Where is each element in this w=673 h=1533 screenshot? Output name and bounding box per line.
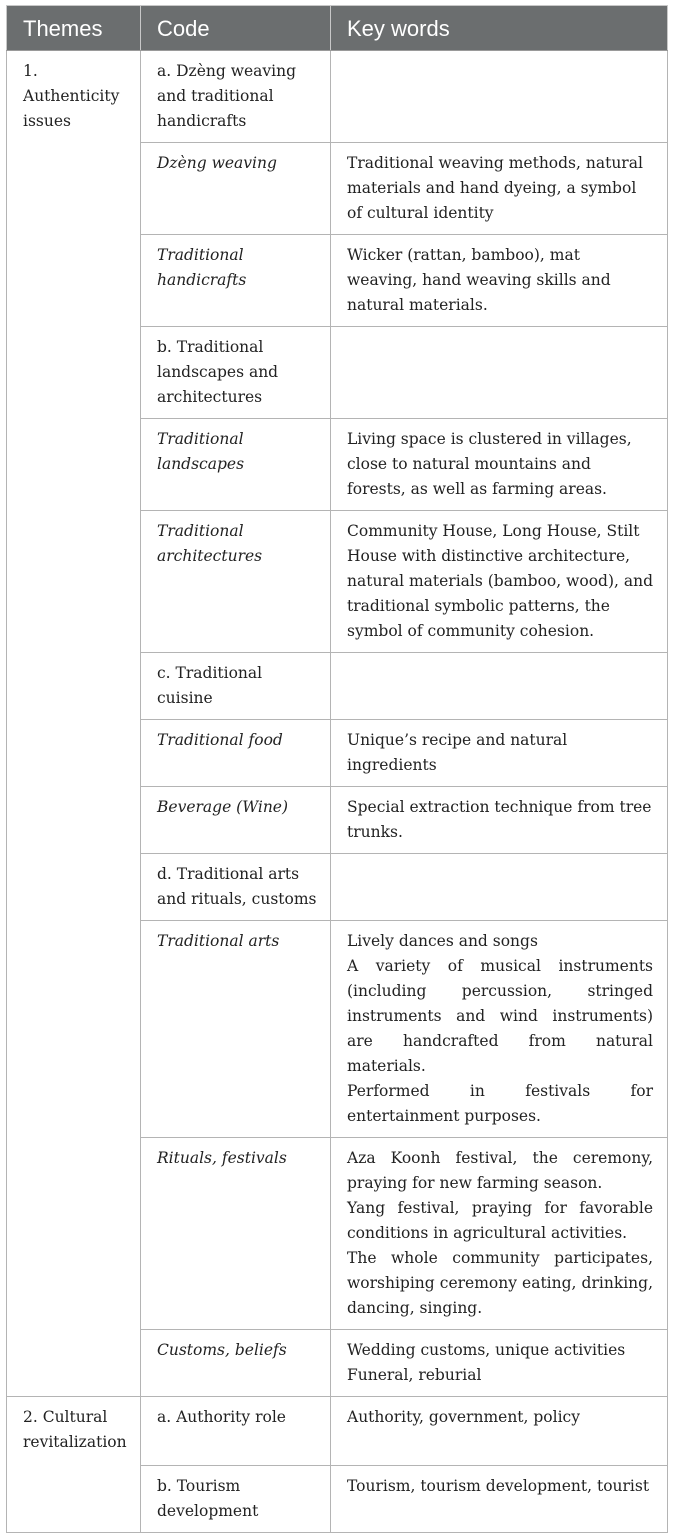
keyword-line: Lively dances and songs xyxy=(347,932,538,950)
code-cell: Traditional landscapes xyxy=(141,419,331,511)
table-row xyxy=(7,51,668,143)
keyword-line: Unique’s recipe and natural ingredients xyxy=(347,731,568,774)
code-cell: c. Traditional cuisine xyxy=(141,653,331,720)
keyword-line: Aza Koonh festival, the ceremony, praying for new farming season. xyxy=(347,1149,653,1192)
code-cell: Traditional architectures xyxy=(141,511,331,653)
keywords-cell xyxy=(331,720,668,787)
theme-cell: 1. Authenticity issues xyxy=(7,51,141,1397)
keywords-cell xyxy=(331,921,668,1138)
keyword-line: Wedding customs, unique activities xyxy=(347,1341,626,1359)
code-cell: a. Authority role xyxy=(141,1397,331,1466)
themes-table xyxy=(6,5,668,1533)
keywords-cell xyxy=(331,1330,668,1397)
header-code: Code xyxy=(141,6,331,51)
code-cell: Rituals, festivals xyxy=(141,1138,331,1330)
table-row xyxy=(7,1397,668,1466)
keywords-cell xyxy=(331,1466,668,1533)
code-cell: Beverage (Wine) xyxy=(141,787,331,854)
keywords-cell xyxy=(331,327,668,419)
header-key-words: Key words xyxy=(331,6,668,51)
keywords-cell xyxy=(331,653,668,720)
code-cell: Dzèng weaving xyxy=(141,143,331,235)
code-cell: Traditional handicrafts xyxy=(141,235,331,327)
keywords-cell xyxy=(331,1397,668,1466)
keyword-line: Authority, government, policy xyxy=(347,1408,580,1426)
code-cell: Customs, beliefs xyxy=(141,1330,331,1397)
keyword-line: The whole community participates, worshiping ceremony eating, drinking, dancing, singing. xyxy=(347,1249,653,1317)
keyword-line: Living space is clustered in villages, close to natural mountains and forests, as well as farming areas. xyxy=(347,430,632,498)
header-row xyxy=(7,6,668,51)
keyword-line: Funeral, reburial xyxy=(347,1366,482,1384)
code-cell: b. Traditional landscapes and architectures xyxy=(141,327,331,419)
keyword-line: Special extraction technique from tree trunks. xyxy=(347,798,652,841)
keyword-line: Wicker (rattan, bamboo), mat weaving, hand weaving skills and natural materials. xyxy=(347,246,611,314)
keywords-cell xyxy=(331,143,668,235)
keyword-line: A variety of musical instruments (including percussion, stringed instruments and wind instruments) are handcrafted from natural materials. xyxy=(347,957,653,1075)
keyword-line: Traditional weaving methods, natural materials and hand dyeing, a symbol of cultural identity xyxy=(347,154,643,222)
keyword-line: Community House, Long House, Stilt House with distinctive architecture, natural materials (bamboo, wood), and traditional symbolic patterns, the symbol of community cohesion. xyxy=(347,522,654,640)
code-cell: a. Dzèng weaving and traditional handicrafts xyxy=(141,51,331,143)
keywords-cell xyxy=(331,419,668,511)
code-cell: Traditional arts xyxy=(141,921,331,1138)
code-cell: Traditional food xyxy=(141,720,331,787)
table-header xyxy=(7,6,668,51)
keywords-cell xyxy=(331,511,668,653)
table-body xyxy=(7,51,668,1533)
header-themes: Themes xyxy=(7,6,141,51)
keyword-line: Tourism, tourism development, tourist xyxy=(347,1477,650,1495)
keywords-cell xyxy=(331,787,668,854)
keywords-cell xyxy=(331,51,668,143)
code-cell: d. Traditional arts and rituals, customs xyxy=(141,854,331,921)
keyword-line: Yang festival, praying for favorable conditions in agricultural activities. xyxy=(347,1199,653,1242)
keywords-cell xyxy=(331,1138,668,1330)
theme-cell: 2. Cultural revitalization xyxy=(7,1397,141,1533)
keyword-line: Performed in festivals for entertainment purposes. xyxy=(347,1082,653,1125)
code-cell: b. Tourism development xyxy=(141,1466,331,1533)
keywords-cell xyxy=(331,854,668,921)
keywords-cell xyxy=(331,235,668,327)
